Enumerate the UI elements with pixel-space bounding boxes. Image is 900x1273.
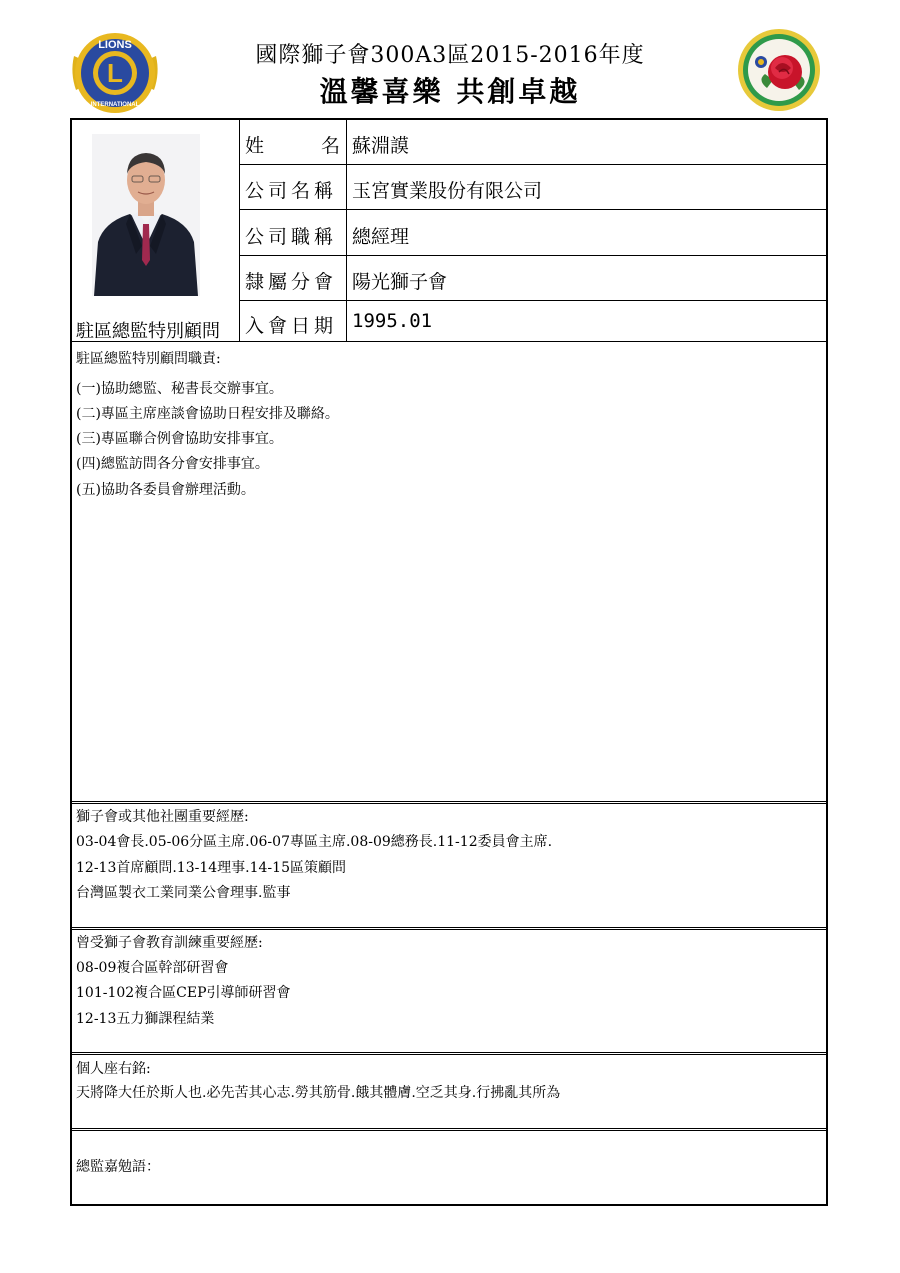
page-title-theme: 溫馨喜樂 共創卓越 xyxy=(319,75,581,108)
svg-text:L: L xyxy=(107,58,123,88)
duty-item: (四)總監訪問各分會安排事宜。 xyxy=(76,456,269,472)
divider xyxy=(71,1052,828,1055)
governor-heading: 總監嘉勉語： xyxy=(76,1159,160,1175)
value-company: 玉宮實業股份有限公司 xyxy=(352,180,543,202)
duty-item: (一)協助總監、秘書長交辦事宜。 xyxy=(76,381,283,397)
label-job-title: 公司職稱 xyxy=(245,226,338,248)
divider xyxy=(71,927,828,930)
divider xyxy=(239,300,828,301)
duty-item: (三)專區聯合例會協助安排事宜。 xyxy=(76,431,283,447)
experience-line: 12-13首席顧問.13-14理事.14-15區策顧問 xyxy=(76,860,346,876)
training-line: 101-102複合區CEP引導師研習會 xyxy=(76,985,291,1001)
value-job-title: 總經理 xyxy=(352,226,410,248)
training-heading: 曾受獅子會教育訓練重要經歷: xyxy=(76,935,263,951)
motto-heading: 個人座右銘: xyxy=(76,1061,151,1077)
svg-text:LIONS: LIONS xyxy=(98,39,132,51)
divider xyxy=(71,801,828,804)
member-photo xyxy=(92,134,200,296)
value-name: 蘇淵謨 xyxy=(352,135,410,157)
page-title-year: 國際獅子會300A3區2015-2016年度 xyxy=(255,43,645,68)
position-title: 駐區總監特別顧問 xyxy=(76,321,220,342)
divider xyxy=(239,164,828,165)
duty-item: (二)專區主席座談會協助日程安排及聯絡。 xyxy=(76,406,339,422)
divider xyxy=(71,1128,828,1131)
divider xyxy=(239,120,240,341)
experience-heading: 獅子會或其他社團重要經歷: xyxy=(76,809,249,825)
svg-text:INTERNATIONAL: INTERNATIONAL xyxy=(90,102,140,108)
value-join-date: 1995.01 xyxy=(352,310,433,332)
divider xyxy=(239,209,828,210)
experience-line: 台灣區製衣工業同業公會理事.監事 xyxy=(76,885,291,901)
duties-heading: 駐區總監特別顧問職責: xyxy=(76,351,221,367)
training-line: 08-09複合區幹部研習會 xyxy=(76,960,229,976)
district-rose-logo xyxy=(737,28,821,112)
motto-text: 天將降大任於斯人也.必先苦其心志.勞其筋骨.餓其體膚.空乏其身.行拂亂其所為 xyxy=(76,1085,561,1101)
value-club: 陽光獅子會 xyxy=(352,271,448,293)
label-name: 姓 名 xyxy=(245,135,341,157)
divider xyxy=(239,255,828,256)
label-company: 公司名稱 xyxy=(245,180,338,202)
duty-item: (五)協助各委員會辦理活動。 xyxy=(76,482,255,498)
divider xyxy=(346,120,347,341)
label-join-date: 入會日期 xyxy=(245,315,338,337)
experience-line: 03-04會長.05-06分區主席.06-07專區主席.08-09總務長.11-12委員會主席. xyxy=(76,834,553,850)
label-club: 隸屬分會 xyxy=(245,271,338,293)
training-line: 12-13五力獅課程結業 xyxy=(76,1011,215,1027)
